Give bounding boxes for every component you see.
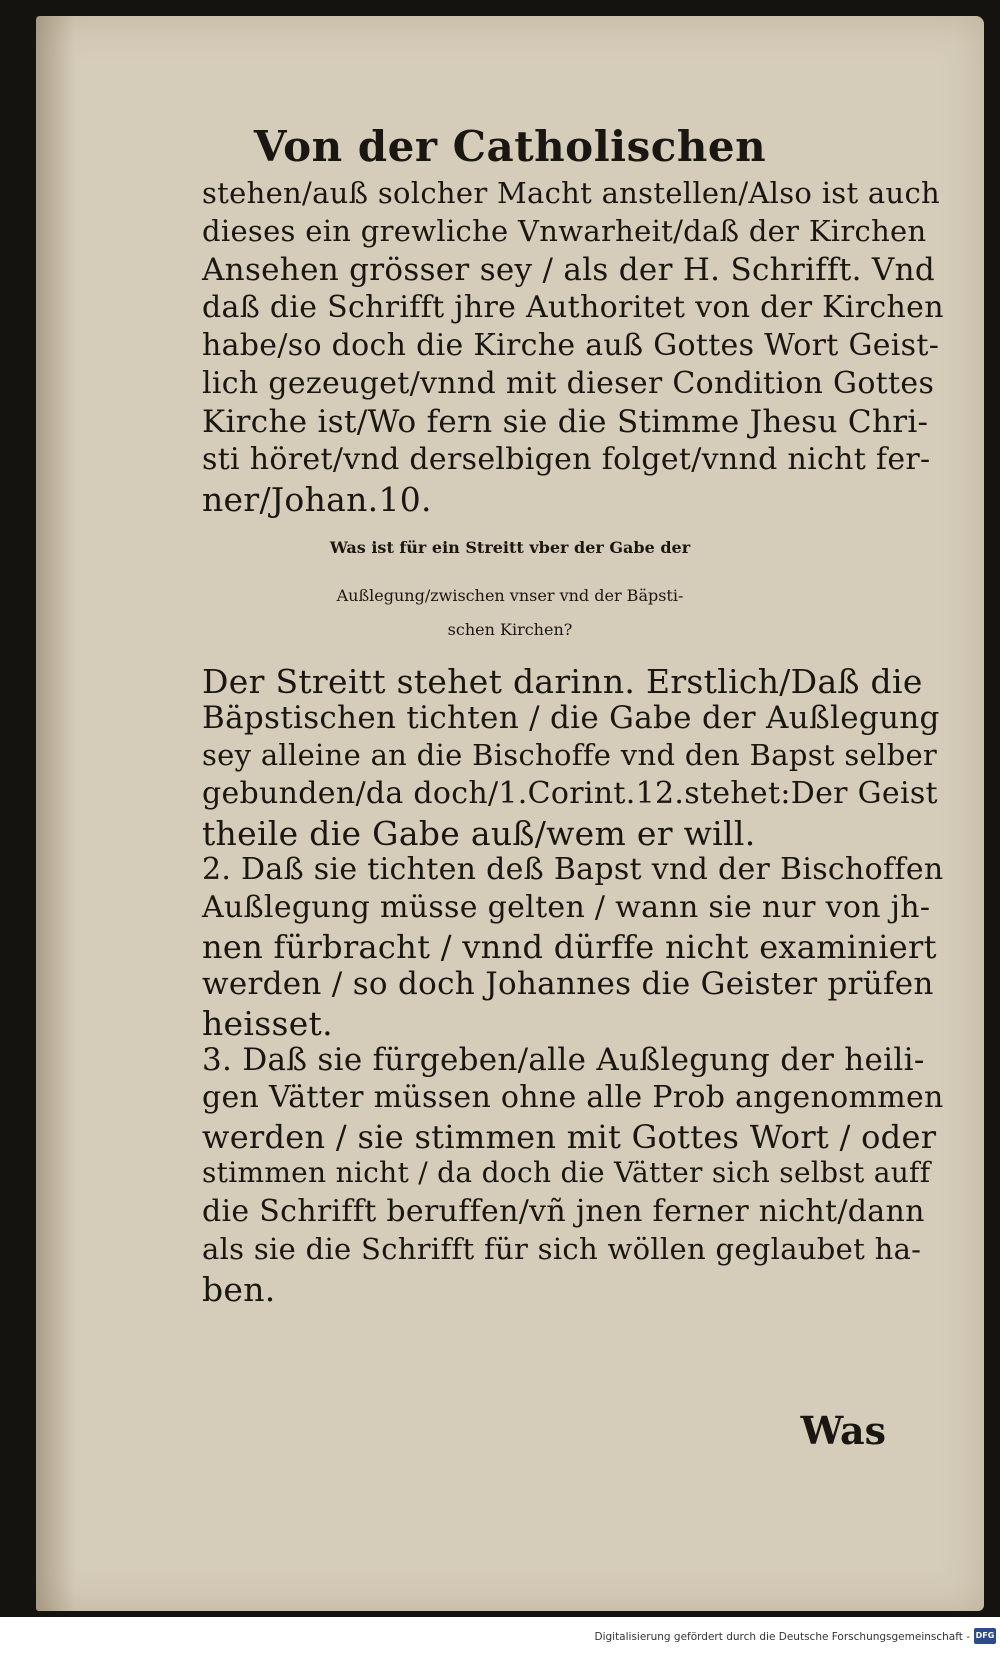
- text-line: ben.: [202, 1270, 276, 1309]
- gutter-shadow: [36, 16, 76, 1611]
- text-line: lich gezeuget/vnnd mit dieser Condition Gottes: [202, 366, 935, 401]
- text-line: stimmen nicht / da doch die Vätter sich selbst auff: [202, 1156, 931, 1189]
- text-line: Außlegung müsse gelten / wann sie nur von jh-: [202, 890, 931, 925]
- text-line: Bäpstischen tichten / die Gabe der Außlegung: [202, 700, 940, 736]
- text-line: Ansehen grösser sey / als der H. Schrifft. Vnd: [202, 252, 935, 288]
- text-line: werden / so doch Johannes die Geister prüfen: [202, 966, 934, 1002]
- text-line: Kirche ist/Wo fern sie die Stimme Jhesu Chri-: [202, 404, 929, 440]
- text-line: dieses ein grewliche Vnwarheit/daß der Kirchen: [202, 214, 927, 248]
- text-line: die Schrifft beruffen/vñ jnen ferner nicht/dann: [202, 1194, 925, 1229]
- text-line: gen Vätter müssen ohne alle Prob angenommen: [202, 1080, 944, 1115]
- text-line: heisset.: [202, 1004, 333, 1043]
- text-line: sey alleine an die Bischoffe vnd den Bapst selber: [202, 738, 938, 772]
- text-line: als sie die Schrifft für sich wöllen geglaubet ha-: [202, 1232, 922, 1266]
- dfg-logo: DFG: [974, 1628, 996, 1644]
- text-line: habe/so doch die Kirche auß Gottes Wort Geist-: [202, 328, 940, 363]
- text-line: gebunden/da doch/1.Corint.12.stehet:Der Geist: [202, 776, 938, 811]
- text-line: 2. Daß sie tichten deß Bapst vnd der Bischoffen: [202, 852, 944, 887]
- funding-notice: Digitalisierung gefördert durch die Deutsche Forschungsgemeinschaft -: [594, 1631, 970, 1643]
- book-page: [36, 16, 984, 1611]
- text-line: 3. Daß sie fürgeben/alle Außlegung der heili-: [202, 1042, 925, 1078]
- text-line: werden / sie stimmen mit Gottes Wort / oder: [202, 1118, 937, 1156]
- catchword: Was: [800, 1408, 886, 1453]
- text-line: daß die Schrifft jhre Authoritet von der Kirchen: [202, 290, 944, 325]
- text-line: nen fürbracht / vnnd dürffe nicht examiniert: [202, 928, 937, 966]
- text-line: Der Streitt stehet darinn. Erstlich/Daß die: [202, 662, 923, 701]
- running-head: Von der Catholischen: [253, 122, 767, 171]
- text-line: theile die Gabe auß/wem er will.: [202, 814, 756, 853]
- question-subline: Außlegung/zwischen vnser vnd der Bäpsti-: [336, 586, 684, 605]
- question-heading: Was ist für ein Streitt vber der Gabe der: [329, 538, 691, 557]
- question-subline: schen Kirchen?: [447, 620, 573, 639]
- text-line: sti höret/vnd derselbigen folget/vnnd nicht fer-: [202, 442, 931, 477]
- text-line: ner/Johan.10.: [202, 480, 432, 519]
- footer-bar: [0, 1617, 1000, 1657]
- text-line: stehen/auß solcher Macht anstellen/Also ist auch: [202, 176, 941, 210]
